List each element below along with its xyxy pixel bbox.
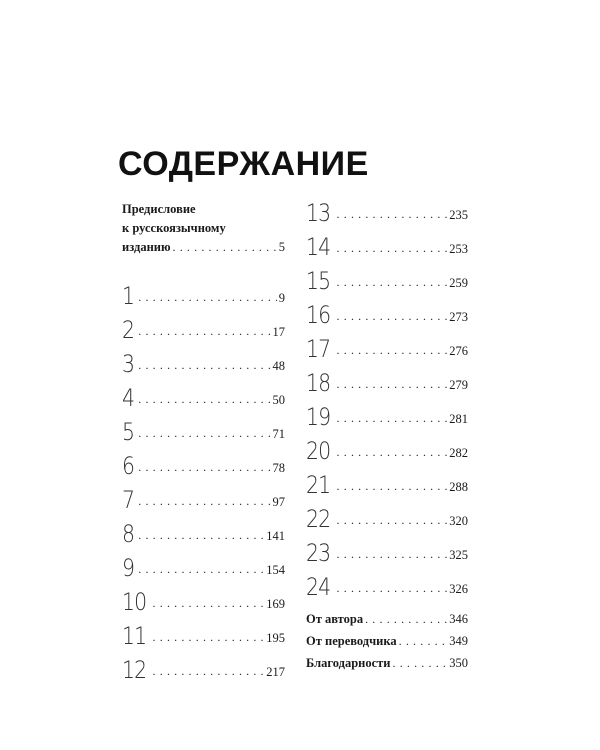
dot-leader bbox=[337, 581, 448, 600]
dot-leader bbox=[337, 275, 448, 294]
chapter-page-number: 281 bbox=[449, 412, 468, 426]
toc-entry-chapter-2[interactable] bbox=[122, 309, 285, 343]
toc-entry-chapter-6[interactable] bbox=[122, 445, 285, 479]
chapter-page-number: 154 bbox=[266, 563, 285, 577]
toc-entry-chapter-15[interactable] bbox=[306, 260, 468, 294]
chapter-number: 12 bbox=[122, 656, 147, 684]
toc-entry-back-matter[interactable] bbox=[306, 656, 468, 678]
chapter-number: 7 bbox=[122, 486, 135, 514]
chapter-page-number: 325 bbox=[449, 548, 468, 562]
chapter-page-number: 50 bbox=[272, 393, 285, 407]
chapter-number: 6 bbox=[122, 452, 135, 480]
toc-entry-preface[interactable] bbox=[122, 200, 285, 257]
toc-entry-chapter-3[interactable] bbox=[122, 343, 285, 377]
dot-leader bbox=[337, 547, 448, 566]
toc-entry-chapter-21[interactable] bbox=[306, 464, 468, 498]
chapter-number: 3 bbox=[122, 350, 135, 378]
dot-leader bbox=[393, 656, 448, 671]
dot-leader bbox=[138, 290, 276, 309]
dot-leader bbox=[337, 479, 448, 498]
chapter-page-number: 71 bbox=[272, 427, 285, 441]
chapter-number: 4 bbox=[122, 384, 135, 412]
chapter-number: 5 bbox=[122, 418, 135, 446]
preface-page-number: 5 bbox=[278, 240, 285, 254]
chapter-page-number: 78 bbox=[272, 461, 285, 475]
back-matter-page-number: 346 bbox=[449, 612, 468, 626]
chapter-number: 11 bbox=[122, 622, 147, 650]
chapter-page-number: 97 bbox=[272, 495, 285, 509]
chapter-number: 21 bbox=[306, 471, 331, 499]
dot-leader bbox=[138, 562, 264, 581]
chapter-number: 2 bbox=[122, 316, 135, 344]
chapter-page-number: 141 bbox=[266, 529, 285, 543]
toc-entry-back-matter[interactable] bbox=[306, 634, 468, 656]
chapter-number: 17 bbox=[306, 335, 331, 363]
toc-entry-chapter-13[interactable] bbox=[306, 192, 468, 226]
back-matter-page-number: 349 bbox=[449, 634, 468, 648]
dot-leader bbox=[399, 634, 448, 649]
dot-leader bbox=[138, 460, 270, 479]
dot-leader bbox=[153, 664, 265, 683]
toc-entry-chapter-9[interactable] bbox=[122, 547, 285, 581]
toc-entry-chapter-10[interactable] bbox=[122, 581, 285, 615]
chapter-number: 8 bbox=[122, 520, 135, 548]
toc-entry-chapter-4[interactable] bbox=[122, 377, 285, 411]
chapter-page-number: 273 bbox=[449, 310, 468, 324]
toc-entry-chapter-7[interactable] bbox=[122, 479, 285, 513]
dot-leader bbox=[337, 207, 448, 226]
preface-line-3: изданию bbox=[122, 240, 171, 254]
chapter-page-number: 259 bbox=[449, 276, 468, 290]
dot-leader bbox=[337, 377, 448, 396]
toc-entry-chapter-12[interactable] bbox=[122, 649, 285, 683]
dot-leader bbox=[138, 324, 270, 343]
toc-entry-chapter-16[interactable] bbox=[306, 294, 468, 328]
toc-entry-chapter-14[interactable] bbox=[306, 226, 468, 260]
chapter-number: 9 bbox=[122, 554, 135, 582]
dot-leader bbox=[365, 612, 447, 627]
toc-entry-chapter-5[interactable] bbox=[122, 411, 285, 445]
dot-leader bbox=[337, 513, 448, 532]
toc-entry-chapter-8[interactable] bbox=[122, 513, 285, 547]
toc-column-right bbox=[306, 200, 468, 678]
chapter-page-number: 235 bbox=[449, 208, 468, 222]
chapter-number: 23 bbox=[306, 539, 331, 567]
preface-line-1: Предисловие bbox=[122, 202, 196, 216]
toc-entry-chapter-18[interactable] bbox=[306, 362, 468, 396]
chapter-page-number: 253 bbox=[449, 242, 468, 256]
back-matter-label: От переводчика bbox=[306, 634, 397, 648]
chapter-number: 19 bbox=[306, 403, 331, 431]
chapter-number: 16 bbox=[306, 301, 331, 329]
chapter-page-number: 195 bbox=[266, 631, 285, 645]
chapter-number: 24 bbox=[306, 573, 331, 601]
back-matter-page-number: 350 bbox=[449, 656, 468, 670]
dot-leader bbox=[153, 596, 265, 615]
dot-leader bbox=[138, 358, 270, 377]
chapter-number: 20 bbox=[306, 437, 331, 465]
chapter-number: 22 bbox=[306, 505, 331, 533]
chapter-page-number: 48 bbox=[272, 359, 285, 373]
chapter-number: 14 bbox=[306, 233, 331, 261]
chapter-number: 15 bbox=[306, 267, 331, 295]
dot-leader bbox=[138, 392, 270, 411]
toc-entry-chapter-19[interactable] bbox=[306, 396, 468, 430]
dot-leader bbox=[337, 343, 448, 362]
toc-entry-chapter-1[interactable] bbox=[122, 275, 285, 309]
chapter-page-number: 217 bbox=[266, 665, 285, 679]
chapter-page-number: 276 bbox=[449, 344, 468, 358]
chapter-page-number: 17 bbox=[272, 325, 285, 339]
dot-leader bbox=[138, 426, 270, 445]
dot-leader bbox=[138, 494, 270, 513]
dot-leader bbox=[138, 528, 264, 547]
back-matter-label: От автора bbox=[306, 612, 364, 626]
toc-entry-chapter-20[interactable] bbox=[306, 430, 468, 464]
dot-leader bbox=[173, 238, 277, 257]
preface-line-2: к русскоязычному bbox=[122, 221, 226, 235]
dot-leader bbox=[337, 411, 448, 430]
toc-entry-chapter-24[interactable] bbox=[306, 566, 468, 600]
chapter-page-number: 326 bbox=[449, 582, 468, 596]
dot-leader bbox=[153, 630, 265, 649]
chapter-page-number: 282 bbox=[449, 446, 468, 460]
chapter-number: 13 bbox=[306, 199, 331, 227]
chapter-number: 18 bbox=[306, 369, 331, 397]
dot-leader bbox=[337, 241, 448, 260]
toc-entry-chapter-23[interactable] bbox=[306, 532, 468, 566]
page-title: СОДЕРЖАНИЕ bbox=[118, 145, 369, 183]
chapter-page-number: 169 bbox=[266, 597, 285, 611]
chapter-page-number: 288 bbox=[449, 480, 468, 494]
toc-entry-chapter-22[interactable] bbox=[306, 498, 468, 532]
chapter-page-number: 320 bbox=[449, 514, 468, 528]
toc-entry-back-matter[interactable] bbox=[306, 612, 468, 634]
dot-leader bbox=[337, 309, 448, 328]
back-matter-label: Благодарности bbox=[306, 656, 391, 670]
dot-leader bbox=[337, 445, 448, 464]
toc-column-left bbox=[122, 200, 285, 683]
chapter-number: 10 bbox=[122, 588, 147, 616]
chapter-number: 1 bbox=[122, 282, 135, 310]
chapter-page-number: 9 bbox=[278, 291, 285, 305]
toc-entry-chapter-11[interactable] bbox=[122, 615, 285, 649]
chapter-page-number: 279 bbox=[449, 378, 468, 392]
toc-entry-chapter-17[interactable] bbox=[306, 328, 468, 362]
